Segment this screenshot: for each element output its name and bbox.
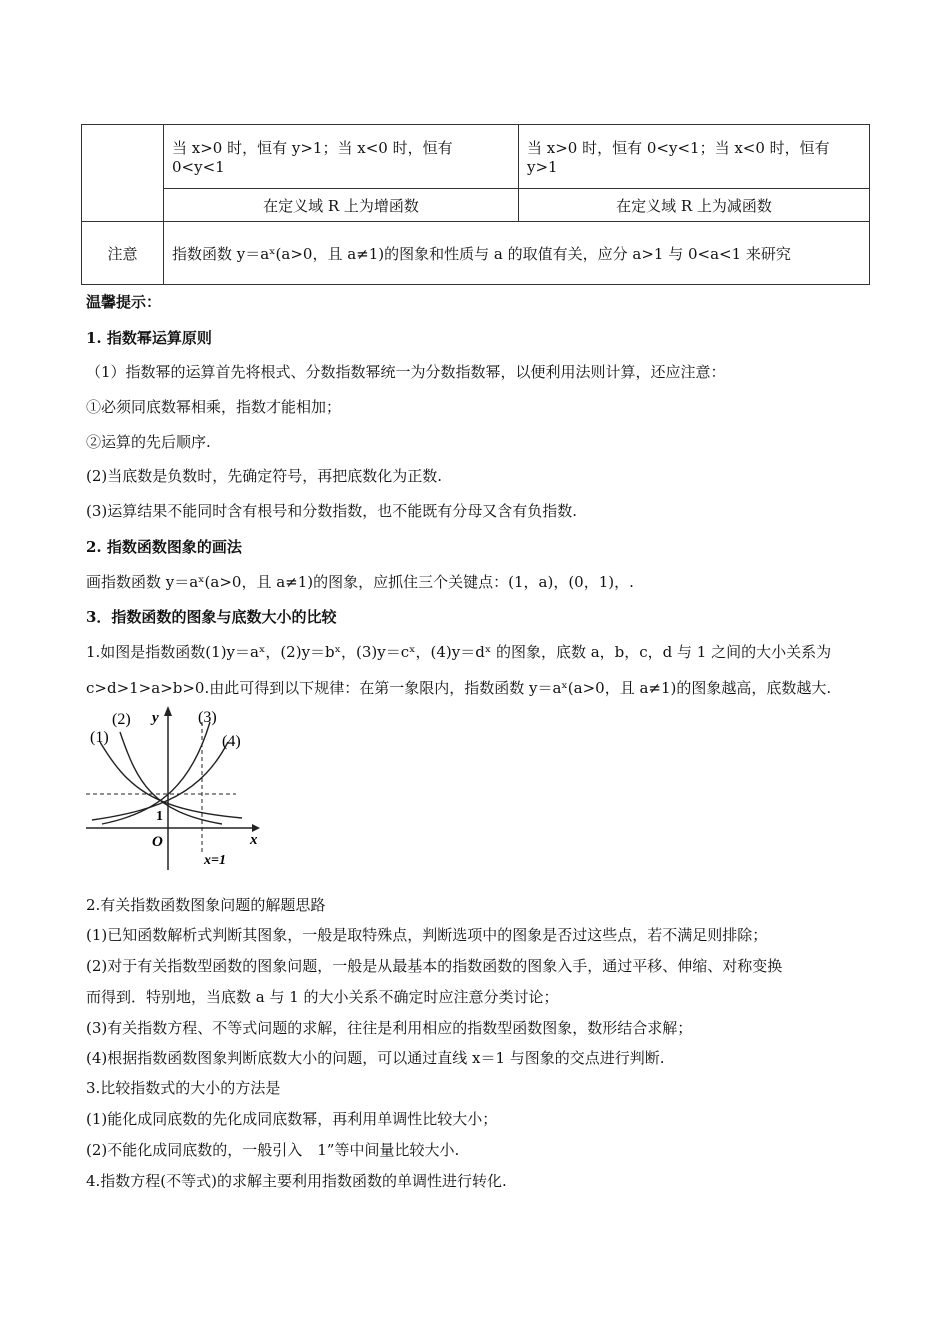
- after-para-5: (3)有关指数方程、不等式问题的求解，往往是利用相应的指数型函数图象，数形结合求解；: [86, 1019, 693, 1037]
- section-1-title: 1. 指数幂运算原则: [86, 329, 212, 347]
- note-text-cell: 指数函数 y＝aˣ(a>0，且 a≠1)的图象和性质与 a 的取值有关，应分 a>1 与 0<a<1 来研究: [164, 222, 870, 285]
- section-2-para-1: 画指数函数 y＝aˣ(a>0，且 a≠1)的图象，应抓住三个关键点：(1，a)，(0，1)，.: [86, 573, 634, 591]
- increasing-values-cell: 当 x>0 时，恒有 y>1；当 x<0 时，恒有 0<y<1: [164, 125, 519, 189]
- label-curve-2: (2): [112, 711, 131, 728]
- after-para-4: 而得到．特别地，当底数 a 与 1 的大小关系不确定时应注意分类讨论；: [86, 988, 559, 1006]
- after-para-7: 3.比较指数式的大小的方法是: [86, 1079, 281, 1097]
- section-1-para-4: (2)当底数是负数时，先确定符号，再把底数化为正数.: [86, 467, 443, 485]
- tips-heading: 温馨提示：: [86, 293, 162, 311]
- after-para-3: (2)对于有关指数型函数的图象问题，一般是从最基本的指数函数的图象入手，通过平移、伸缩、对称变换: [86, 957, 783, 975]
- label-curve-3: (3): [198, 709, 217, 726]
- section-3-para-2: c>d>1>a>b>0.由此可得到以下规律：在第一象限内，指数函数 y＝aˣ(a>0，且 a≠1)的图象越高，底数越大.: [86, 679, 832, 697]
- after-para-1: 2.有关指数函数图象问题的解题思路: [86, 896, 326, 914]
- note-label-cell: 注意: [82, 222, 164, 285]
- after-para-9: (2)不能化成同底数的，一般引入 1”等中间量比较大小.: [86, 1141, 460, 1159]
- after-para-6: (4)根据指数函数图象判断底数大小的问题，可以通过直线 x＝1 与图象的交点进行判断.: [86, 1049, 665, 1067]
- increasing-monotonic-cell: 在定义域 R 上为增函数: [164, 189, 519, 222]
- section-3-para-1: 1.如图是指数函数(1)y＝aˣ，(2)y＝bˣ，(3)y＝cˣ，(4)y＝dˣ 的图象，底数 a，b，c，d 与 1 之间的大小关系为: [86, 643, 832, 661]
- section-1-para-5: (3)运算结果不能同时含有根号和分数指数，也不能既有分母又含有负指数.: [86, 502, 578, 520]
- section-3-title: 3．指数函数的图象与底数大小的比较: [86, 608, 337, 626]
- label-curve-4: (4): [222, 733, 241, 750]
- label-curve-1: (1): [90, 729, 109, 746]
- section-1-para-2: ①必须同底数幂相乘，指数才能相加；: [86, 398, 342, 416]
- curve-2: [120, 732, 222, 824]
- after-para-10: 4.指数方程(不等式)的求解主要利用指数函数的单调性进行转化.: [86, 1172, 507, 1190]
- x-equals-1-label: x=1: [204, 853, 226, 868]
- exponential-graphs-figure: [82, 702, 272, 872]
- one-label: 1: [156, 809, 163, 824]
- x-axis-label: x: [250, 832, 258, 848]
- y-axis-label: y: [152, 710, 159, 726]
- x-axis-arrow: [252, 824, 260, 832]
- y-axis-arrow: [164, 706, 172, 716]
- after-para-8: (1)能化成同底数的先化成同底数幂，再利用单调性比较大小；: [86, 1110, 498, 1128]
- decreasing-monotonic-cell: 在定义域 R 上为减函数: [519, 189, 870, 222]
- section-1-para-1: （1）指数幂的运算首先将根式、分数指数幂统一为分数指数幂，以便利用法则计算，还应注意：: [86, 363, 726, 381]
- after-para-2: (1)已知函数解析式判断其图象，一般是取特殊点，判断选项中的图象是否过这些点，若不满足则排除；: [86, 926, 768, 944]
- section-2-title: 2. 指数函数图象的画法: [86, 538, 242, 556]
- empty-label-cell: [82, 125, 164, 222]
- origin-label: O: [152, 834, 163, 850]
- decreasing-values-cell: 当 x>0 时，恒有 0<y<1；当 x<0 时，恒有 y>1: [519, 125, 870, 189]
- section-1-para-3: ②运算的先后顺序.: [86, 433, 211, 451]
- exponential-properties-table: [81, 124, 870, 285]
